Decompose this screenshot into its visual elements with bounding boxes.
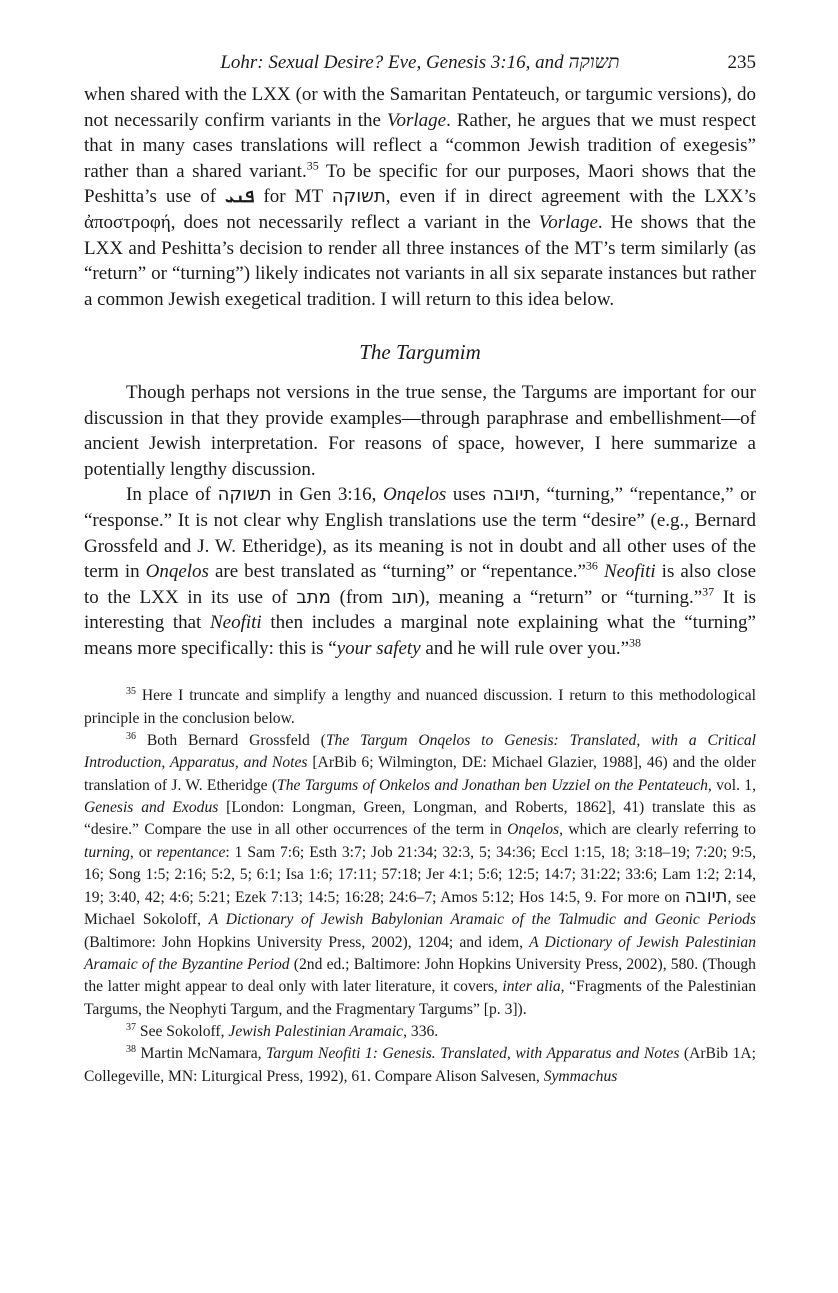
italic-title: A Dictionary of Jewish Palestinian Aramaic of the Byzantine Period	[84, 933, 756, 974]
text-run: which are clearly referring to	[563, 821, 756, 839]
running-head	[84, 52, 756, 82]
text-run: uses	[446, 484, 493, 506]
page-number: 235	[727, 52, 756, 73]
text-run: . Rather, he argues that we must respect that in many cases translations will reflect a “common Jewish tradition of exegesis” rather than a shared variant.	[84, 109, 756, 182]
hebrew-word: תשוקה	[217, 484, 272, 506]
italic-vorlage: Vorlage	[538, 211, 598, 233]
italic-title: Jewish Palestinian Aramaic	[228, 1022, 404, 1040]
footnote-ref-36[interactable]: 36	[585, 558, 598, 573]
text-run: vol. 1,	[711, 776, 756, 794]
text-run: [London: Longman, Green, Longman, and Roberts, 1862], 41) translate this as “desire.” Compare the use in all other occurrences of the term in	[84, 798, 757, 839]
footnote-text: Here I truncate and simplify a lengthy and nuanced discussion. I return to this methodological principle in the conclusion below.	[84, 687, 756, 727]
paragraph-2: Though perhaps not versions in the true sense, the Targums are important for our discussion in that they provide examples—through paraphrase and embellishment—of ancient Jewish interpretation. For reasons of space, however, I here summarize a potentially lengthy discussion.	[84, 381, 756, 480]
italic-neofiti: Neofiti	[603, 561, 656, 583]
italic-title: Symmachus	[543, 1067, 618, 1085]
italic-title: Targum Neofiti 1: Genesis. Translated, with Apparatus and Notes	[266, 1045, 680, 1063]
italic-term: inter alia,	[502, 978, 565, 996]
italic-title: Genesis and Exodus	[84, 798, 219, 816]
italic-title: A Dictionary of Jewish Babylonian Aramaic of the Talmudic and Geonic Periods	[208, 911, 756, 929]
footnote-number: 36	[126, 730, 136, 742]
text-run: , or	[129, 843, 157, 861]
syriac-word: ܦܢܝ	[225, 185, 255, 208]
text-run: , see Michael Sokoloff,	[84, 889, 756, 929]
italic-term: turning	[84, 843, 130, 861]
text-run: when shared with the LXX (or with the Samaritan Pentateuch, or targumic versions), do not necessarily confirm variants in the	[84, 84, 756, 131]
footnote-number: 37	[126, 1021, 136, 1033]
italic-onqelos: Onqelos	[383, 484, 447, 506]
text-run: Martin McNamara,	[136, 1045, 267, 1063]
footnote-ref-37[interactable]: 37	[702, 584, 715, 599]
hebrew-word: תיובה	[684, 886, 728, 908]
text-run: [ArBib 6; Wilmington, DE: Michael Glazier, 1988], 46) and the older translation of J. W. Etheridge (	[84, 754, 756, 794]
footnote-ref-38[interactable]: 38	[629, 635, 642, 650]
footnote-number: 38	[126, 1044, 136, 1056]
hebrew-word: תיובה	[492, 484, 536, 506]
text-run: (ArBib 1A; Collegeville, MN: Liturgical Press, 1992), 61. Compare Alison Salvesen,	[84, 1045, 756, 1085]
footnote-38	[84, 1043, 756, 1088]
text-run: , even if in direct agreement with the LXX’s ἀποστροφή, does not necessarily reflect a variant in the	[84, 186, 756, 233]
hebrew-word: תשוקה	[331, 186, 386, 208]
text-run: . He shows that the LXX and Peshitta’s decision to render all three instances of the MT’s term similarly (as “return” or “turning”) likely indicates not variants in all six separate instances but rather a common Jewish exegetical tradition. I will return to this idea below.	[84, 211, 756, 310]
text-run: is also close to the LXX in its use of	[84, 561, 757, 608]
text-run: In place of	[126, 484, 218, 506]
footnotes	[84, 685, 756, 1087]
text-run: It is interesting that	[84, 586, 756, 634]
italic-onqelos: Onqelos	[145, 561, 209, 583]
text-run: (Baltimore: John Hopkins University Press, 2002), 1204; and idem,	[84, 933, 530, 951]
footnote-37	[84, 1021, 756, 1043]
text-run: , “turning,” “repentance,” or “response.” It is not clear why English translations use the term “desire” (e.g., Bernard Grossfeld and J. W. Etheridge), as its meaning is not in doubt and all other uses of the term in	[84, 484, 756, 583]
italic-neofiti: Neofiti	[209, 612, 262, 634]
footnote-ref-35[interactable]: 35	[306, 158, 319, 173]
text-run: To be specific for our purposes, Maori shows that the Peshitta’s use of	[84, 160, 756, 208]
italic-term: Onqelos,	[507, 821, 563, 839]
section-heading: The Targumim	[359, 340, 481, 365]
italic-vorlage: Vorlage	[386, 109, 447, 131]
text-run: ), meaning a “return” or “turning.”	[418, 586, 703, 608]
text-run: and he will rule over you.”	[420, 637, 630, 659]
italic-quote: your safety	[336, 637, 421, 659]
hebrew-word: מתב	[296, 586, 331, 608]
text-run: in Gen 3:16,	[271, 484, 383, 506]
text-run: then includes a marginal note explaining what the “turning” means more specifically: this is “	[84, 612, 756, 659]
body-text	[84, 82, 756, 661]
paragraph-1	[84, 82, 756, 312]
text-run: (from	[330, 586, 392, 608]
italic-title: The Targums of Onkelos and Jonathan ben Uzziel on the Pentateuch,	[277, 776, 712, 794]
hebrew-word: תוב	[391, 586, 419, 608]
text-run: Both Bernard Grossfeld (	[136, 732, 326, 750]
text-run: , 336.	[403, 1022, 439, 1040]
text-run: “Fragments of the Palestinian Targums, the Neophyti Targum, and the Fragmentary Targums” [p. 3]).	[84, 978, 756, 1018]
footnote-number: 35	[126, 686, 136, 698]
text-run: are best translated as “turning” or “repentance.”	[208, 561, 586, 583]
italic-title: The Targum Onqelos to Genesis: Translated, with a Critical Introduction, Apparatus, and Notes	[84, 732, 756, 772]
text-run: : 1 Sam 7:6; Esth 3:7; Job 21:34; 32:3, 5; 34:36; Eccl 1:15, 18; 3:18–19; 7:20; 9:5, 16; Song 1:5; 2:16; 5:2, 5; 6:1; Isa 1:6; 17:11; 57:18; Jer 4:1; 5:6; 12:5; 14:7; 31:22; 33:6; Lam 1:2; 2:14, 19; 3:40, 42; 4:6; 5:21; Ezek 7:13; 14:5; 16:28; 24:6–7; Amos 5:12; Hos 14:5, 9. For more on	[84, 843, 756, 907]
paragraph-3	[84, 482, 756, 661]
text-run: (2nd ed.; Baltimore: John Hopkins University Press, 2002), 580. (Though the latter might appear to deal only with later literature, it covers,	[84, 956, 756, 996]
page	[84, 52, 756, 1088]
text-run: See Sokoloff,	[136, 1022, 229, 1040]
footnote-35	[84, 685, 756, 730]
italic-term: repentance	[156, 843, 226, 861]
text-run: for MT	[254, 186, 332, 208]
footnote-36	[84, 730, 756, 1021]
running-title: Lohr: Sexual Desire? Eve, Genesis 3:16, and תשוקה	[220, 52, 620, 73]
